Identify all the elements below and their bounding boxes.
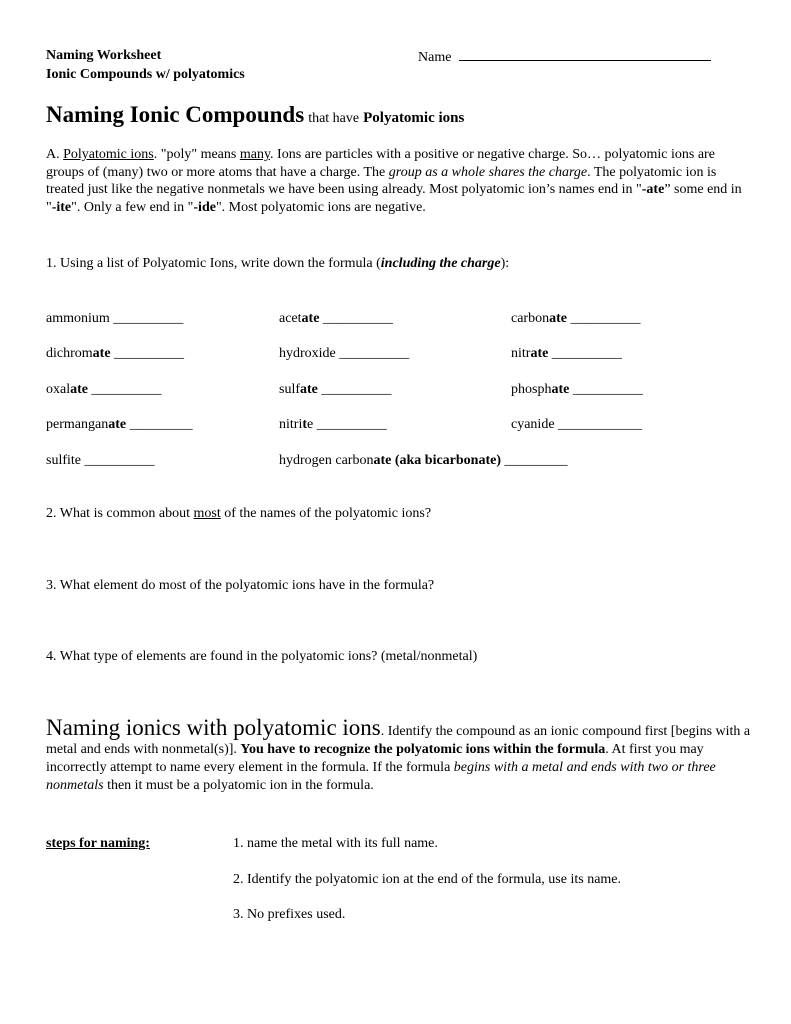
question-3: 3. What element do most of the polyatomic ions have in the formula? [46,578,435,593]
heading-main: Naming Ionic Compounds [46,102,305,127]
ion-nitrite: nitrite __________ [279,417,387,432]
section-a-text-5: ". Only a few end in " [71,199,194,215]
answer-blank[interactable]: __________ [322,311,393,326]
answer-blank[interactable]: __________ [91,382,162,397]
section-a-italic: group as a whole shares the charge [388,164,588,180]
question-2-suffix: of the names of the polyatomic ions? [220,506,432,521]
answer-blank[interactable]: __________ [572,382,643,397]
section-a-text-4: ” some end in " [46,182,742,215]
section-a-term: Polyatomic ions [63,147,154,162]
section-a-text-1: . "poly" means [153,147,240,162]
section-a-ite: -ite [51,199,72,215]
section-b-text-3: then it must be a polyatomic ion in the formula. [103,778,374,793]
worksheet-subtitle: Ionic Compounds w/ polyatomics [46,67,245,82]
ion-dichromate: dichromate __________ [46,346,185,361]
question-1 [46,256,509,272]
step-item: 3. No prefixes used. [233,907,346,922]
section-a-many: many [239,147,271,162]
ion-hydrogen-carbonate: hydrogen carbonate (aka bicarbonate) _________ [279,453,568,468]
answer-blank[interactable]: __________ [113,311,184,326]
heading-connector: that have [308,111,360,126]
ion-carbonate: carbonate __________ [511,311,641,326]
step-item: 2. Identify the polyatomic ion at the end of the formula, use its name. [233,872,622,887]
steps-label: steps for naming: [46,836,150,851]
step-item: 1. name the metal with its full name. [233,836,438,851]
section-a-text-6: ". Most polyatomic ions are negative. [215,199,426,215]
answer-blank[interactable]: __________ [339,346,410,361]
question-2-most: most [193,506,221,521]
answer-blank[interactable]: _________ [504,453,568,468]
ion-sulfate: sulfate __________ [279,382,392,397]
question-2-prefix: 2. What is common about [46,506,194,521]
ion-oxalate: oxalate __________ [46,382,162,397]
name-label: Name [418,50,452,65]
section-a-prefix: A. [46,147,60,162]
answer-blank[interactable]: __________ [551,346,622,361]
heading-emph: Polyatomic ions [363,110,465,126]
section-b-heading: Naming ionics with polyatomic ions [46,715,381,740]
question-1-prefix: 1. Using a list of Polyatomic Ions, write down the formula ( [46,256,381,271]
answer-blank[interactable]: __________ [321,382,392,397]
answer-blank[interactable]: __________ [84,453,155,468]
question-4: 4. What type of elements are found in the polyatomic ions? (metal/nonmetal) [46,649,478,664]
section-b-italic: begins with a metal and ends with two or three nonmetals [46,760,716,793]
answer-blank[interactable]: __________ [114,346,185,361]
section-a-ide: -ide [193,199,216,215]
section-a-ate: -ate [641,182,665,197]
answer-blank[interactable]: ____________ [558,417,643,432]
answer-blank[interactable]: __________ [570,311,641,326]
ion-cyanide: cyanide ____________ [511,417,643,432]
page-heading [46,102,464,128]
ion-acetate: acetate __________ [279,311,393,326]
section-b-text-1: . Identify the compound as an ionic compound first [begins with a metal and ends with nonmetal(s)]. [46,724,751,757]
section-a-text-3: . The polyatomic ion is treated just like the negative nonmetals we have been using already. Most polyatomic ion’s names end in " [46,164,717,197]
answer-blank[interactable]: _________ [129,417,193,432]
ion-hydroxide: hydroxide __________ [279,346,410,361]
question-2 [46,506,431,522]
section-a-text-2: . Ions are particles with a positive or negative charge. So… polyatomic ions are groups of (many) two or more atoms that have a charge. The [46,147,715,180]
question-1-emph: including the charge [380,256,501,271]
worksheet-title: Naming Worksheet [46,48,162,63]
ion-nitrate: nitrate __________ [511,346,622,361]
ion-permanganate: permanganate _________ [46,417,193,432]
section-b-text-2: . At first you may incorrectly attempt to name every element in the formula. If the formula [46,742,704,775]
section-b-paragraph [46,715,751,795]
question-1-suffix: ): [500,256,510,271]
answer-blank[interactable]: __________ [316,417,387,432]
section-a-paragraph [46,146,751,216]
ion-sulfite: sulfite __________ [46,453,155,468]
section-b-bold: You have to recognize the polyatomic ions within the formula [240,742,606,757]
name-blank[interactable] [459,48,711,61]
ion-phosphate: phosphate __________ [511,382,643,397]
ion-ammonium: ammonium __________ [46,311,184,326]
name-field-row [418,48,711,66]
